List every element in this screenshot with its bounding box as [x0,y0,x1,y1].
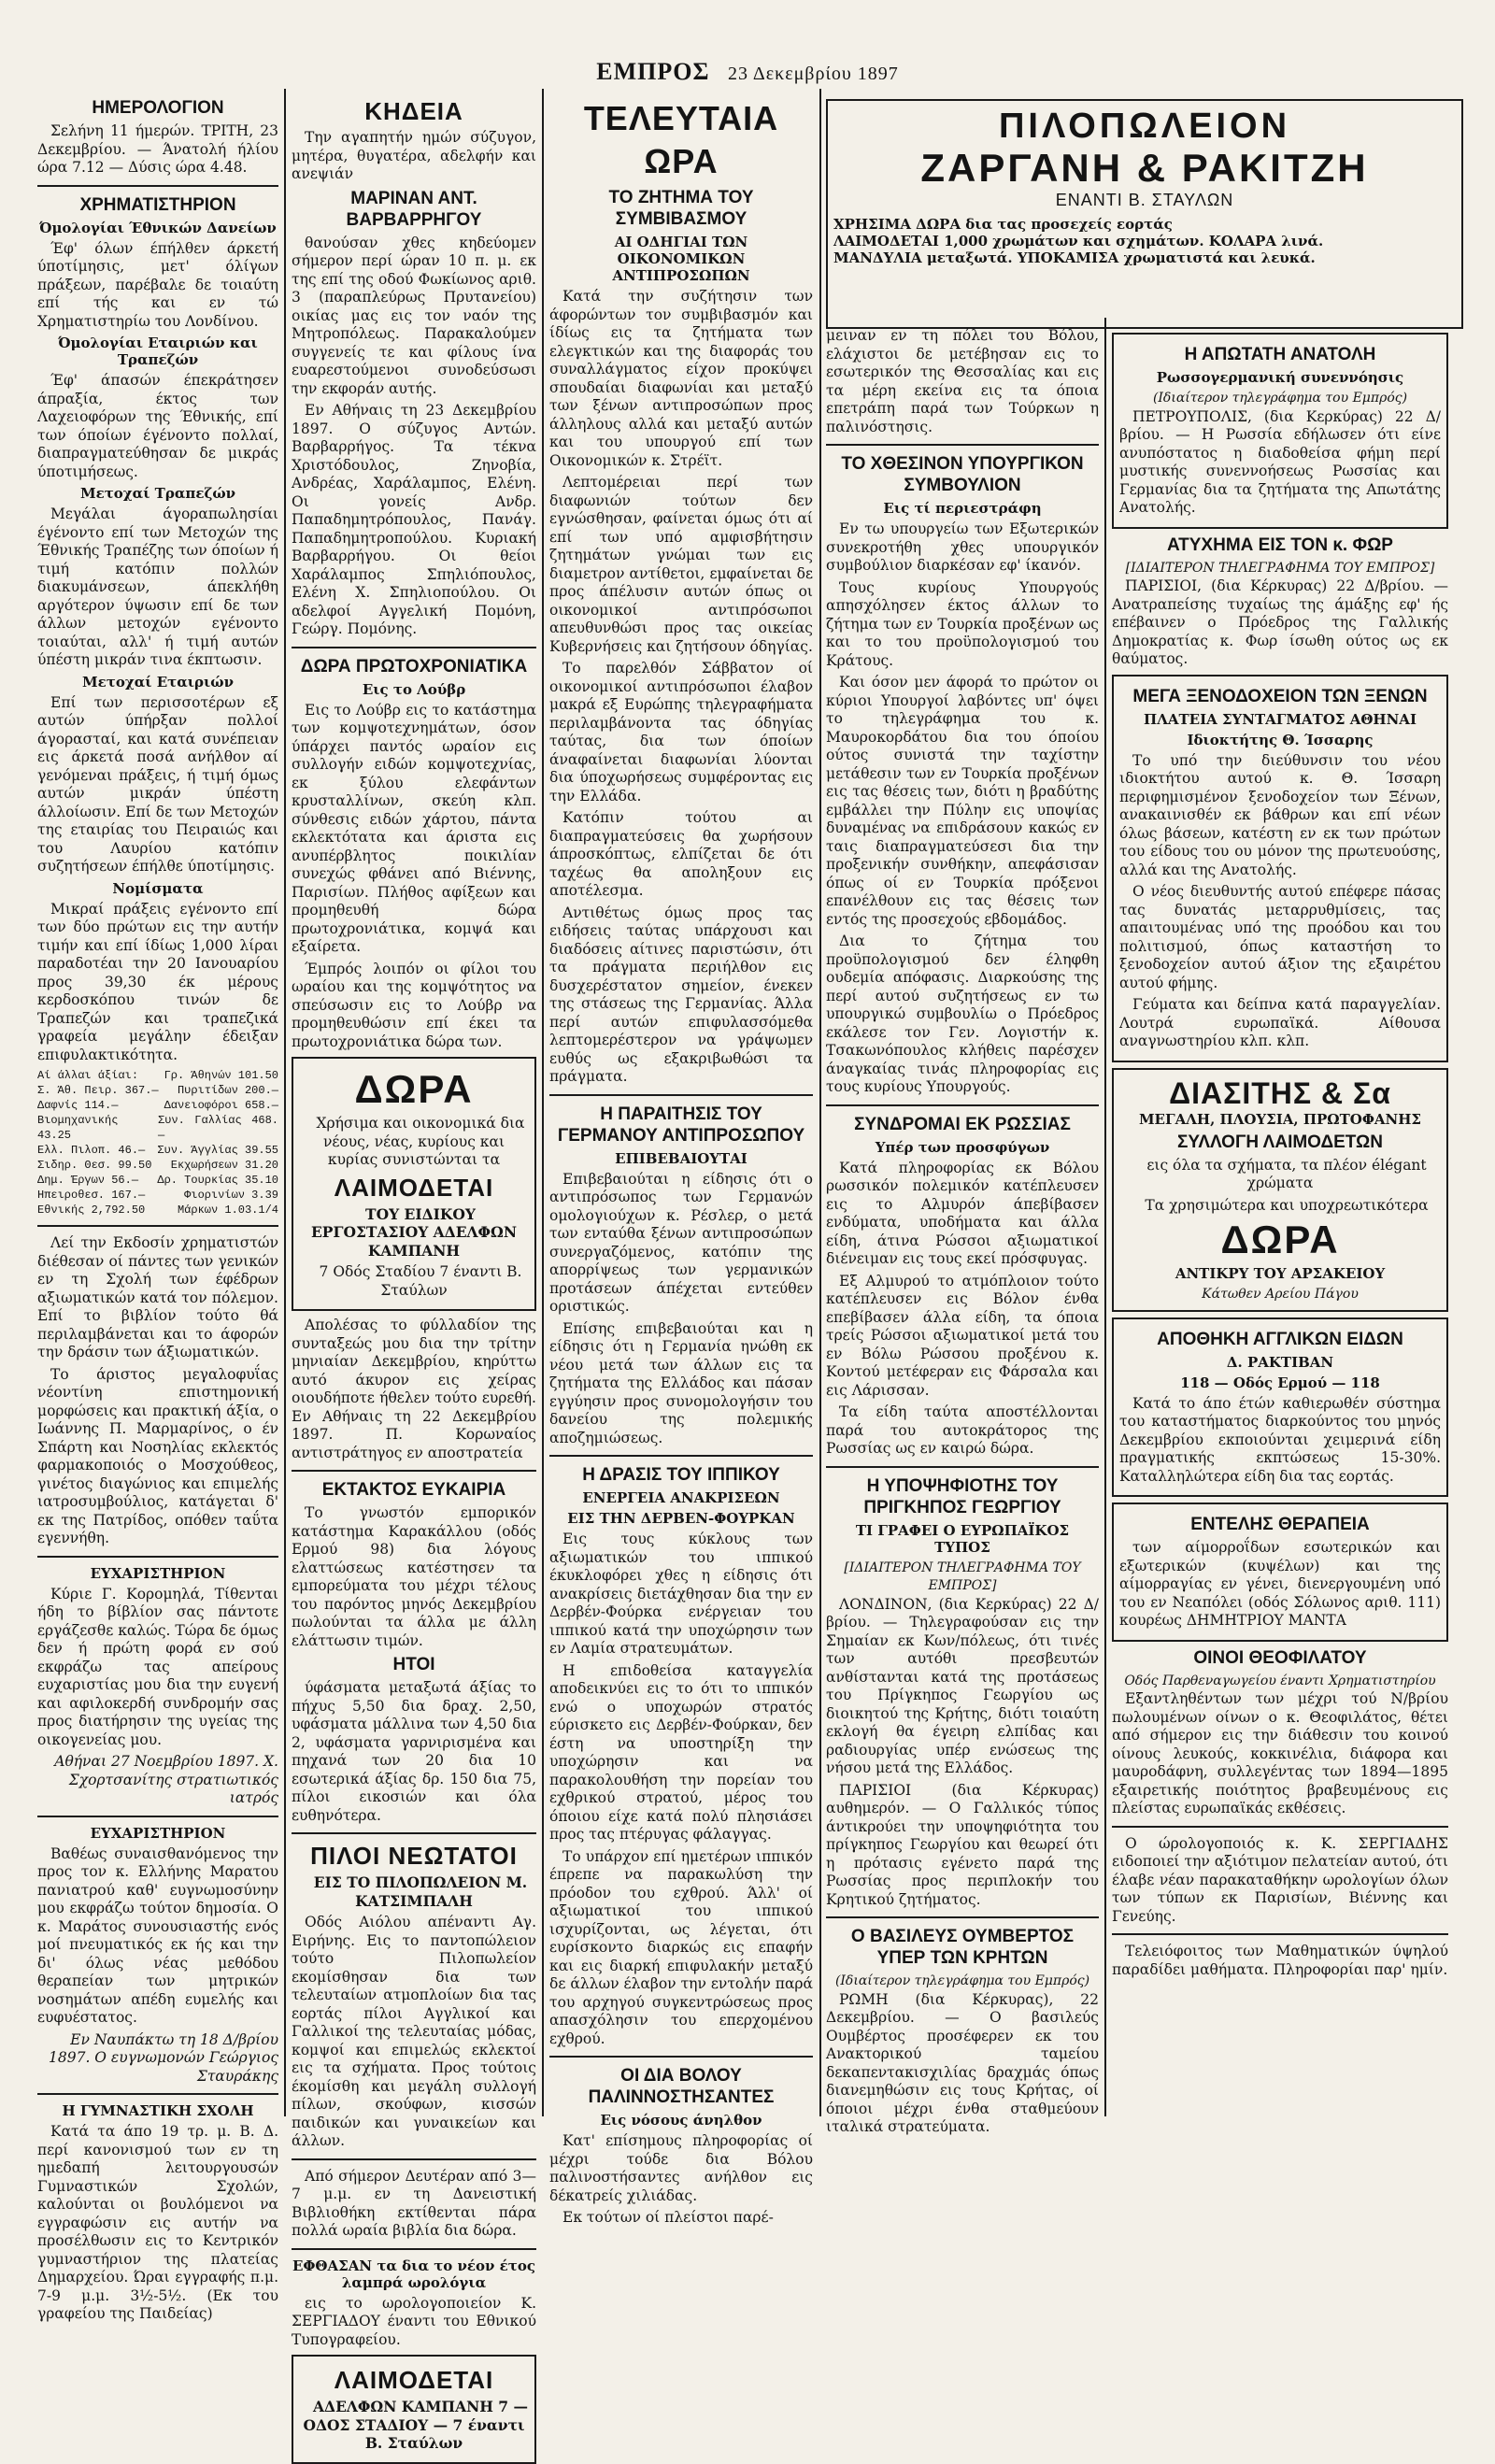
column-rule [284,89,286,2116]
subheading: ΣΥΛΛΟΓΗ ΛΑΙΜΟΔΕΤΩΝ [1177,1132,1383,1152]
deceased-name: ΜΑΡΙΝΑΝ ΑΝΤ. ΒΑΡΒΑΡΡΗΓΟΥ [346,188,482,230]
paragraph: 7 Οδός Σταδίου 7 έναντι Β. Σταύλων [319,1263,522,1299]
paragraph: Έφ' όλων έπήλθεν άρκετή ύποτίμησις, μετ' όλίγων πράξεων, παρέβαλε δε τοιαύτη επί τής και εν τώ Χρηματιστηρίω του Λονδίνου. [37,239,278,330]
divider [826,1104,1099,1106]
advert-heading: ΕΝΤΕΛΗΣ ΘΕΡΑΠΕΙΑ [1190,1515,1370,1534]
divider [826,1916,1099,1918]
paragraph: Μεγάλαι άγοραπωλησίαι έγένοντο επί των Μετοχών της Έθνικής Τραπέζης των όποίων ή τιμή κατόπιν πολλών διακυμάνσεων, άπεκλήθη αργότερον ύψωσιν επί δε των άλλων μετοχών εγένοντο τοιαύται, αλλ' ή τιμή αυτών ύπέστη μικράν τινα έκπτωσιν. [37,506,278,668]
rates-row: Σιδηρ. Θεσ. 99.50 Εκχωρήσεων 31.20 [37,1159,278,1172]
advert-heading: ΔΙΑΣΙΤΗΣ & Σα [1169,1075,1391,1110]
divider [37,1225,278,1227]
advert-heading: ΑΠΟΘΗΚΗ ΑΓΓΛΙΚΩΝ ΕΙΔΩΝ [1157,1329,1403,1349]
paragraph: Η επιδοθείσα καταγγελία αποδεικνύει εις το ότι το ιππικόν ενώ ο υποχωρών στρατός εύρισκετο εις Δερβέν-Φούρκαν, δεν έστη να υποστηρίξη την υποχώρησιν και να παρακολουθήση την πορείαν του εχθρικού στρατού, μέρος του όποιου είχε κατά πολύ πλησιάσει προς τας πτέρυγας φάλαγγας. [549,1661,813,1843]
rates-row: Ηπειροθεσ. 167.— Φιορινίων 3.39 [37,1189,278,1202]
paragraph: Κατά το άπο έτών καθιερωθέν σύστημα του καταστήματος διαρκούντος του μηνός Δεκεμβρίου εκποιούνται χειμερινά είδη πραγματικής εκπτώσεως 15-30%. Καταλληλώτερα είδη δια τας εορτάς. [1119,1394,1441,1485]
subheading: ΕΝΕΡΓΕΙΑ ΑΝΑΚΡΙΣΕΩΝ [582,1489,780,1506]
paragraph: Μικραί πράξεις εγένοντο επί των δύο πρώτων εις την αυτήν τιμήν και επί ίδίως 1,000 λίραι παραδοτέαι την 20 Ιανουαρίου προς 39,30 έκ μέρους κερδοσκόπου τινών δε Τραπεζών και τραπεζικά γραφεία μεγάλην έδειξαν επιφυλακτικότητα. [37,900,278,1063]
paragraph: Λεί την Εκδοσίν χρηματιστών διέθεσαν οί πάντες των γενικών εν τη Σχολή των έφέδρων αξιωματικών κατά τον πόλεμον. Επί το βιβλίον τούτο θά περιλαμβάνεται και το άφορών την δράσιν των άξιωματικών. [37,1234,278,1360]
subheading: Κάτωθεν Αρείου Πάγου [1202,1287,1359,1302]
subheading: [ΙΔΙΑΙΤΕΡΟΝ ΤΗΛΕΓΡΑΦΗΜΑ ΤΟΥ ΕΜΠΡΟΣ] [844,1560,1081,1593]
subheading: Ρωσσογερμανική συνεννόησις [1156,369,1404,386]
divider [292,2158,536,2160]
paragraph: Το υπάρχον επί ημετέρων ιππικόν έπρεπε να παρακωλύση την πρόοδον του εχθρού. Άλλ' οί αξιωματικοί του ιππικού ισχυρίζονται, ως λέγεται, ότι ευρίσκοντο διαρκώς εις επαφήν και εις διαρκή επιφυλακήν μεταξύ δε άλλων έλαβον την εντολήν παρά του αρχηγού συγκεντρώσεως προς απασχόλησιν του επερχομένου εχθρού. [549,1847,813,2047]
paragraph: ΑΔΕΛΦΩΝ ΚΑΜΠΑΝΗ 7 — ΟΔΟΣ ΣΤΑΔΙΟΥ — 7 έναντι Β. Σταύλων [303,2398,528,2452]
column-3 [549,93,813,2226]
rates-row: Ελλ. Πιλοπ. 46.— Συν. Άγγλίας 39.55 [37,1144,278,1157]
paragraph: Το γνωστόν εμπορικόν κατάστημα Καρακάλλου (οδός Ερμού 98) δια λόγους ελαττώσεως κατέστησεν τα εμπορεύματα του μέχρι τέλους του παρόντος μηνός Δεκεμβρίου πωλούνται τα άλλα με άλλη ελάττωσιν τιμών. [292,1504,536,1649]
paragraph: Τα χρησιμώτερα και υποχρεωτικότερα [1145,1196,1429,1214]
divider [292,647,536,648]
shop-line: ΛΑΙΜΟΔΕΤΑΙ 1,000 χρωμάτων και σχημάτων. ΚΟΛΑΡΑ λινά. [833,233,1324,249]
paragraph: Τελειόφοιτος των Μαθηματικών ύψηλού παραδίδει μαθήματα. Πληροφορίαι παρ' ημίν. [1112,1943,1448,1978]
advert-box [292,2355,536,2464]
paragraph: Την αγαπητήν ημών σύζυγον, μητέρα, θυγατέρα, αδελφήν και ανεψιάν [292,129,536,182]
masthead-title: ΕΜΠΡΟΣ [596,58,710,85]
divider [292,2248,536,2250]
section-heading: ΕΥΧΑΡΙΣΤΗΡΙΟΝ [90,1564,226,1582]
paragraph: θανούσαν χθες κηδεύομεν σήμερον περί ώραν 10 π. μ. εκ της επί της οδού Φωκίωνος αριθ. 3 (παραπλεύρως Πρυτανείου) οικίας μας εις τον ναόν της Μητροπόλεως. Παρακαλούμεν συγγενείς τε και φίλους ίνα ευαρεστούμενοι συνοδεύσωσι την εκφοράν αυτής. [292,234,536,397]
paragraph: Επί των περισσοτέρων εξ αυτών ύπήρξαν πολλοί άγορασταί, και κατά συνέπειαν εις άρκετά ποσά ανήλθον αί γενόμεναι πράξεις, ή τιμή όμως αυτών μικράν ύπέστη άλλοίωσιν. Επί δε των Μετοχών της εταιρίας του Πειραιώς και του Λαυρίου κατόπιν συζητήσεων έπήλθε ύποτίμησις. [37,693,278,875]
paragraph: Επίσης επιβεβαιούται και η είδησις ότι η Γερμανία ηνώθη εκ νέου μετά των άλλων εις τα ζητήματα της Ελλάδος και πάσαν εγγύησιν προς συνομολογήσιν του δανείου της πολεμικής αποζημιώσεως. [549,1319,813,1446]
section-heading: Ο ΒΑΣΙΛΕΥΣ ΟΥΜΒΕΡΤΟΣ ΥΠΕΡ ΤΩΝ ΚΡΗΤΩΝ [850,1927,1075,1968]
column-rule [819,89,821,2116]
paragraph: Γεύματα και δείπνα κατά παραγγελίαν. Λουτρά ευρωπαϊκά. Αίθουσα αναγνωστηρίου κλπ. κλπ. [1119,996,1441,1049]
column-rule [542,89,544,2116]
paragraph: Εν τω υπουργείω των Εξωτερικών συνεκροτήθη χθες υπουργικόν συμβούλιον διαρκέσαν εφ' ίκανόν. [826,520,1099,574]
section-heading: Η ΔΡΑΣΙΣ ΤΟΥ ΙΠΠΙΚΟΥ [582,1465,780,1485]
masthead-date: 23 Δεκεμβρίου 1897 [727,64,899,84]
masthead [0,58,1495,86]
rates-row: Σ. Άθ. Πειρ. 367.— Πυριτίδων 200.— [37,1084,278,1097]
paragraph: Κατόπιν τούτου αι διαπραγματεύσεις θα χωρήσουν άπροσκόπτως, ελπίζεται δε ότι ταχέως θα αποληξουν εις αποτέλεσμα. [549,809,813,899]
divider [549,2056,813,2058]
divider [292,1832,536,1834]
subheading: Εις το Λούβρ [362,680,466,698]
subheading: Ιδιοκτήτης Θ. Ίσσαρης [1187,731,1374,748]
paragraph: Εξαντληθέντων των μέχρι τού Ν/βρίου πωλουμένων οίνων ο κ. Θεοφιλάτος, θέτει από σήμερον εις την διάθεσιν του κοινού οίνους λευκούς, κοκκινέλια, διάφορα και μαυροδάφνη, συλλεγέντας των 1894—1895 εξαιρετικής ποιότητος βραβευμένους εις πλείστας ευρωπαϊκάς εκθέσεις. [1112,1690,1448,1816]
advert-box [292,1057,536,1311]
subheading: Νομίσματα [112,879,204,897]
paragraph: Κατ' επίσημους πληροφορίας οί μέχρι τούδε δια Βόλου παλινοστήσαντες ανήλθον εις δέκατρείς χιλιάδας. [549,2132,813,2204]
paragraph: Εκ τούτων οί πλείστοι παρέ- [562,2209,774,2226]
paragraph: ΠΑΡΙΣΙΟΙ (δια Κέρκυρας) αυθημερόν. — Ο Γαλλικός τύπος άντικρούει την υποψηφιότητα του πρίγκηπος Γεωργίου και θεωρεί ότι η πρότασις εγένετο παρά της Ρωσσίας προς περιπλοκήν του Κρητικού ζητήματος. [826,1781,1099,1908]
signature: Αθήναι 27 Νοεμβρίου 1897. Χ. Σχορτσανίτης στρατιωτικός ιατρός [54,1753,278,1806]
subheading: ΤΙ ΓΡΑΦΕΙ Ο ΕΥΡΩΠΑΪΚΟΣ ΤΥΠΟΣ [855,1521,1070,1556]
advert-box [1112,1503,1448,1642]
section-heading: Η ΥΠΟΨΗΦΙΟΤΗΣ ΤΟΥ ΠΡΙΓΚΗΠΟΣ ΓΕΩΡΓΙΟΥ [863,1475,1061,1517]
subheading: Όμολογίαι Εταιριών και Τραπεζών [58,335,258,368]
section-heading: Η ΠΑΡΑΙΤΗΣΙΣ ΤΟΥ ΓΕΡΜΑΝΟΥ ΑΝΤΙΠΡΟΣΩΠΟΥ [557,1104,805,1146]
paragraph: Βαθέως συναισθανόμενος την προς τον κ. Ελλήνης Μαρατου πανιατρού καθ' ευγνωμοσύνην μου εκφράζω τούτον δημοσία. Ο κ. Μαράτος συνουσιαστής ενός μοί πνευματικός εκ ής και την δι' όλως νέας μεθόδου θεραπείαν των μητρικών νοσημάτων απέδη ευμελής και ευφυέστατος. [37,1844,278,2026]
rates-row: Αί άλλαι άξίαι: Γρ. Άθηνών 101.50 [37,1069,278,1082]
paragraph: ύφάσματα μεταξωτά άξίας το πήχυς 5,50 δια δραχ. 2,50, υφάσματα μάλλινα των 4,50 δια 2, υφάσματα γαρνιρισμένα και πηχανά των 20 δια 10 εσωτερικά άξίας δρ. 150 δια 75, πίλοι εικοσιών και όλα ευθηνότερα. [292,1679,536,1824]
signature: Εν Ναυπάκτω τη 18 Δ/βρίου 1897. Ο ευγνωμονών Γεώργιος Σταυράκης [49,2030,278,2085]
section-heading: ΣΥΝΔΡΟΜΑΙ ΕΚ ΡΩΣΣΙΑΣ [854,1114,1071,1134]
rates-row: Βιομηχανικής 43.25 Συν. Γαλλίας 468.— [37,1114,278,1142]
shop-advert [826,99,1463,329]
paragraph: Ο ώρολογοποιός κ. Κ. ΣΕΡΓΙΑΔΗΣ ειδοποιεί την αξιότιμον πελατείαν αυτού, ότι έλαβε νέαν παρακαταθήκην ωρολογίων όλων των τύπων εκ Παρισίων, Βιέννης και Γενεύης. [1112,1834,1448,1925]
section-heading: Η ΓΥΜΝΑΣΤΙΚΗ ΣΧΟΛΗ [62,2102,254,2119]
rates-row: Δαφνίς 114.— Δανειοφόροι 658.— [37,1099,278,1112]
divider [1112,1826,1448,1828]
shop-line: ΧΡΗΣΙΜΑ ΔΩΡΑ δια τας προσεχείς εορτάς [833,216,1173,233]
advert-box [1112,1317,1448,1498]
paragraph: Σελήνη 11 ήμερών. ΤΡΙΤΗ, 23 Δεκεμβρίου. — Άνατολή ήλίου ώρα 7.12 — Δύσις ώρα 4.48. [37,122,278,176]
paragraph: Κατά την συζήτησιν των άφορώντων τον συμβιβασμόν και ίδίως εις τα ζητήματα των ελεγκτικών και της διαφοράς του συναλλάγματος είχον προκύψει σπουδαίαι διαφωνίαι και μεταξύ των ξένων αντιπροσώπων προς άλληλους αλλά και μεταξύ αυτών και του υπουργού επί των Οικονομικών κ. Στρέϊτ. [549,288,813,469]
subheading: Μετοχαί Τραπεζών [79,485,236,502]
paragraph: Τους κυρίους Υπουργούς απησχόλησεν έκτος άλλων το ζήτημα των εν Τουρκία προξένων ως και το του προϋπολογισμού του Κράτους. [826,578,1099,669]
paragraph: Ο νέος διευθυντής αυτού επέφερε πάσας τας δυνατάς μεταρρυθμίσεις, τας απαιτουμένας υπό της προόδου και του πολιτισμού, όπως καταστήση το ξενοδοχείον αυτού άξιον της εξαιρέτου αυτού φήμης. [1119,883,1441,991]
advert-heading: ΔΩΡΑ [1220,1218,1340,1261]
subheading: Υπέρ των προσφύγων [875,1138,1050,1156]
paragraph: Έμπρός λοιπόν οι φίλοι του ωραίου και της κομψότητος να σπεύσωσιν εις το Λούβρ να προμηθευθώσιν επί έκει τα πρωτοχρονιάτικα δώρα των. [292,960,536,1050]
column-2 [292,93,536,2452]
paragraph: ΕΙΣ ΤΟ ΠΙΛΟΠΩΛΕΙΟΝ Μ. ΚΑΤΣΙΜΠΑΛΗ [313,1873,528,1910]
subheading: ΤΟ ΖΗΤΗΜΑ ΤΟΥ ΣΥΜΒΙΒΑΣΜΟΥ [608,188,754,229]
paragraph: εις το ωρολογοποιείον Κ. ΣΕΡΓΙΑΔΟΥ έναντι του Εθνικού Τυπογραφείου. [292,2294,536,2348]
paragraph: των αίμορροΐδων εσωτερικών και εξωτερικών (κυψέλων) και της αίμορραγίας εν γένει, διενεργουμένη υπό του εν Νεαπόλει (οδός Σόλωνος αριθ. 111) κουρέως ΔΗΜΗΤΡΙΟΥ ΜΑΝΤΑ [1119,1539,1441,1629]
advert-box [1112,1068,1448,1312]
news-box [1112,333,1448,529]
divider [37,2093,278,2095]
divider [549,1094,813,1096]
paragraph: Εις το Λούβρ εις το κατάστημα των κομψοτεχνημάτων, όσον ύπάρχει παντός ωραίον εις συλλογήν ειδών κομψοτεχνίας, εκ ξύλου ελεφάντων κρυσταλλίνων, σκεύη κλπ. σύνθεσις ειδών χάρτου, πάντα εκλεκτότατα και άριστα εις ανυπέρβλητος ποικιλίαν συνεχώς φθάνει από Βιέννης, Παρισίων. Πλήθος αφίξεων και προμηθευθή δώρα πρωτοχρονιάτικα, κομψά και εξαίρετα. [292,701,536,955]
paragraph: Χρήσιμα και οικονομικά δια νέους, νέας, κυρίους και κυρίας συνιστώνται τα [316,1115,525,1168]
subheading: [ΙΔΙΑΙΤΕΡΟΝ ΤΗΛΕΓΡΑΦΗΜΑ ΤΟΥ ΕΜΠΡΟΣ] [1125,560,1435,576]
section-heading: Η ΑΠΩΤΑΤΗ ΑΝΑΤΟΛΗ [1184,345,1376,364]
paragraph: ΡΩΜΗ (δια Κέρκυρας), 22 Δεκεμβρίου. — Ο βασιλεύς Ουμβέρτος προσέφερεν εκ του Ανακτορικού ταμείου δεκαπεντακισχιλίας δραχμάς όπως διανεμηθώσιν εις τους Κρήτας, οί όποιοι μέχρι ένθα σταθμεύουν ιταλικά στρατεύματα. [826,1990,1099,2135]
advert-heading: ΛΑΙΜΟΔΕΤΑΙ [334,1173,494,1202]
subheading: ΑΝΤΙΚΡΥ ΤΟΥ ΑΡΣΑΚΕΙΟΥ [1175,1265,1386,1282]
paragraph: ΠΑΡΙΣΙΟΙ, (δια Κέρκυρας) 22 Δ/βρίου. — Ανατραπείσης τυχαίως της άμάξης εφ' ής επέβαινεν ο Πρόεδρος της Γαλλικής Δημοκρατίας κ. Φωρ ίσωθη ούτος ως εκ θαύματος. [1112,577,1448,667]
section-heading: ΕΚΤΑΚΤΟΣ ΕΥΚΑΙΡΙΑ [321,1480,506,1500]
subheading: ΜΕΓΑΛΗ, ΠΛΟΥΣΙΑ, ΠΡΩΤΟΦΑΝΗΣ [1138,1110,1422,1128]
paragraph: Έφ' άπασών έπεκράτησεν άπραξία, έκτος των Λαχειοφόρων της Έθνικής, επί των όποίων έγένοντο πολλαί, διαπραγματεύθησαν δε μικράς ύποτιμήσεως. [37,372,278,480]
subheading: ΗΤΟΙ [392,1655,435,1674]
column-rule [1104,318,1106,2116]
paragraph: Και όσον μεν άφορά το πρώτον οι κύριοι Υπουργοί λαβόντες υπ' όψει το τηλεγράφημα του κ. Μαυροκορδάτου δια του όποίου ούτος συνιστά την ταχίστην μετάθεσιν των εν Τουρκία προξένων εις τας θέσεις των, διότι η βραδύτης εμβάλλει την Πύλην εις υποψίας δυναμένας να επιδράσουν κακώς εν ταις διαπραγματεύσεσι δια την προξενικήν συνθήκην, απεφάσισαν όπως οί εν Τουρκία πρόξενοι επανέλθουν εις τας θέσεις των εντός της προσεχούς εβδομάδος. [826,674,1099,928]
paragraph: Εξ Αλμυρού το ατμόπλοιον τούτο κατέπλευσεν εις Βόλον ένθα επεβίβασεν άλλα είδη, τα όποια τρείς Ρώσσοι αξιωματικοί μετά του εν Βόλω Ρώσσου προξένου κ. Κοντού μετέφεραν εις Φάρσαλα και εις Λάρισσαν. [826,1272,1099,1399]
column-1 [37,93,278,2322]
paragraph: Κύριε Γ. Κορομηλά, Τίθενται ήδη το βίβλίον σας πάντοτε εργάζεσθε καλώς. Τώρα δε όμως δεν ή πρώτη φορά εν σού εκφράζω τας απείρους ευχαριστίας μου δια την ευγενή και αφιλοκερδή συνδρομήν σας προς διατήρησιν της υγείας της οικογενείας μου. [37,1585,278,1748]
paragraph: Επιβεβαιούται η είδησις ότι ο αντιπρόσωπος των Γερμανών ομολογιούχων κ. Ρέσλερ, ο μετά των ενταύθα ξένων αντιπροσώπων συνεργαζόμενος, κατόπιν της απορρίψεως των γερμανικών προτάσεων άπέχεται εντεύθεν οριστικώς. [549,1170,813,1315]
paragraph: ΤΟΥ ΕΙΔΙΚΟΥ ΕΡΓΟΣΤΑΣΙΟΥ ΑΔΕΛΦΩΝ ΚΑΜΠΑΝΗ [310,1204,518,1260]
section-heading: ΔΩΡΑ ΠΡΩΤΟΧΡΟΝΙΑΤΙΚΑ [300,656,528,677]
paragraph: Το υπό την διεύθυνσιν του νέου ιδιοκτήτου αυτού κ. Θ. Ίσσαρη περιφημισμένον ξενοδοχείον των Ξένων, ανακαινισθέν εκ βάθρων και επί νέων όλως βάσεων, κατέστη εν εκ των πρώτων του είδους του ου μόνον της πρωτευούσης, αλλά και της Ανατολής. [1119,751,1441,878]
divider [826,1466,1099,1468]
section-heading: ΑΤΥΧΗΜΑ ΕΙΣ ΤΟΝ κ. ΦΩΡ [1167,534,1393,555]
divider [292,1470,536,1472]
shop-address: ΕΝΑΝΤΙ Β. ΣΤΑΥΛΩΝ [1055,191,1234,209]
paragraph: Λεπτομέρειαι περί των διαφωνιών τούτων δεν εγνώσθησαν, φαίνεται όμως ότι αί επί των υπό αμφισβήτησιν ζητημάτων γνώμαι των εις διαμετρον αντίθετοι, εμφαίνεται δε προς άπέλυσιν αυτών όπως οι οικονομικοί αντιπρόσωποι απευθυνθώσι προς τας οικείας Κυβερνήσεις και ζητήσουν όδηγίας. [549,474,813,655]
column-5 [1112,327,1448,2102]
subheading: Όμολογίαι Έθνικών Δανείων [39,219,277,236]
section-heading: ΤΕΛΕΥΤΑΙΑ ΩΡΑ [583,99,779,180]
subheading: ΕΙΣ ΤΗΝ ΔΕΡΒΕΝ-ΦΟΥΡΚΑΝ [567,1510,795,1527]
shop-title: ΠΙΛΟΠΩΛΕΙΟΝ [998,107,1291,146]
divider [1112,1933,1448,1935]
subheading: Εις νόσους άνηλθον [600,2112,762,2129]
paragraph: Δια το ζήτημα του προϋπολογισμού δεν έληφθη ουδεμία απόφασις. Διαρκούσης της περί αυτού συζητήσεως εν τω υπουργικώ συμβουλίω ο Πρόεδρος εκάλεσε τον Γεν. Λογιστήν κ. Τσακωνόπουλος κλήθεις παρέσχεν άναγκαίας τινάς πληροφορίας εις τους κυρίους Υπουργούς. [826,933,1099,1095]
divider [549,1455,813,1457]
paragraph: Οδός Αιόλου απέναντι Αγ. Ειρήνης. Εις το παντοπώλειον τούτο Πιλοπωλείον εκομίσθησαν δια των τελευταίων ατμοπλοίων δια τας εορτάς πίλοι Αγγλικοί και Γαλλικοί της τελευταίας μόδας, κομψοί και επιμελώς εκλεκτοί εις τα σχήματα. Προς τούτοις έκομίσθη και μεγάλη συλλογή πίλων, σκούφων, κισσών παιδικών και γυναικείων και άλλων. [292,1914,536,2149]
subheading: ΑΙ ΟΔΗΓΙΑΙ ΤΩΝ ΟΙΚΟΝΟΜΙΚΩΝ ΑΝΤΙΠΡΟΣΩΠΩΝ [612,234,750,284]
paragraph: μειναν εν τη πόλει του Βόλου, ελάχιστοι δε μετέβησαν εις το εσωτερικόν της Θεσσαλίας και εις τα μέρη εκείνα εις τα όποια επετράπη παρά των Τούρκων η παλινόστησις. [826,327,1099,435]
paragraph: Το παρελθόν Σάββατον οί οικονομικοί αντιπρόσωποι έλαβον μακρά εξ Ευρώπης τηλεγραφήματα περιλαμβάνοντα τας όδηγίας ταύτας, δια των όποίων άναφαίνεται διαφωνίαι λύονται δια ύποχωρήσεως συμφέροντας εις την Ελλάδα. [549,660,813,805]
paragraph: Εν Αθήναις τη 23 Δεκεμβρίου 1897. Ο σύζυγος Αντών. Βαρβαρρήγος. Τα τέκνα Χριστόδουλος, Ζηνοβία, Ανδρέας, Χαράλαμπος, Ελένη. Οι γονείς Ανδρ. Παπαδημητρόπουλος, Πανάγ. Παπαδημητροπούλου. Κυριακή Βαρβαρρήγου. Οι θείοι Χαράλαμπος Σπηλιόπουλος, Ελένη Χ. Σπηλιοπούλου. Οι αδελφοί Αγγελική Πομόνη, Γεώργ. Πομόνης. [292,402,536,637]
section-heading: ΟΙΝΟΙ ΘΕΟΦΙΛΑΤΟΥ [1193,1647,1367,1668]
section-heading: ΕΥΧΑΡΙΣΤΗΡΙΟΝ [90,1824,226,1842]
paragraph: Αντιθέτως όμως προς τας ειδήσεις ταύτας υπάρχουσι και διαδόσεις αίτινες παριστώσιν, ότι τα πράγματα περιήλθον εις δυσχερέστατον σημείον, ένεκεν της στάσεως της Γερμανίας. Άλλα περί αυτών επιφυλασσόμεθα λεπτομερέστερον να γράψωμεν ευθύς ως εξακριβωθώσι τα πράγματα. [549,904,813,1085]
section-heading: ΚΗΔΕΙΑ [364,97,463,125]
divider [37,1816,278,1817]
advert-heading: ΛΑΙΜΟΔΕΤΑΙ [334,2366,494,2394]
advert-heading: ΔΩΡΑ [354,1067,474,1111]
subheading: Δ. ΡΑΚΤΙΒΑΝ [1226,1353,1334,1371]
advert-heading: ΜΕΓΑ ΞΕΝΟΔΟΧΕΙΟΝ ΤΩΝ ΞΕΝΩΝ [1132,686,1428,706]
divider [37,185,278,187]
subheading: ΕΦΘΑΣΑΝ τα δια το νέον έτος λαμπρά ωρολόγια [292,2257,536,2291]
column-4 [826,327,1099,2135]
shop-name: ΖΑΡΓΑΝΗ & ΡΑΚΙΤΖΗ [920,146,1369,190]
subheading: ΠΛΑΤΕΙΑ ΣΥΝΤΑΓΜΑΤΟΣ ΑΘΗΝΑΙ [1144,710,1417,728]
paragraph: Το άριστος μεγαλοφυΐας νέοντίνη επιστημονική μορφώσεις και πρακτική άξία, ο Ιωάννης Π. Μαρμαρίνος, ο έν Σπάρτη και Νοσηλίας εκλεκτός φαρμακοποιός ο Μοσχούθεος, γινέτος διαγώνιος και επιμελής ιατροσυμβούλιος, κατάγεται δ' εκ της Πατρίδος, οπόθεν ταΰτα εγεννήθη. [37,1365,278,1546]
rates-row: Εθνικής 2,792.50 Μάρκων 1.03.1/4 [37,1204,278,1217]
paragraph: Κατά τα άπο 19 τρ. μ. Β. Δ. περί κανονισμού των εν τη ημεδαπή λειτουργουσών Γυμναστικών Σχολών, καλούνται οι βουλόμενοι να εγγραφώσιν εις αυτήν να προσέλθωσιν εις το Κεντρικόν γυμναστήριον της πλατείας Δημαρχείου. Ώραι εγγραφής π.μ. 7-9 μ.μ. 3½-5½. (Εκ του γραφείου της Παιδείας) [37,2123,278,2322]
subheading: Εις τί περιεστράφη [883,500,1042,517]
subheading: Οδός Παρθεναγωγείου έναντι Χρηματιστηρίου [1124,1673,1436,1688]
subheading: (Ιδιαίτερον τηλεγράφημα του Εμπρός) [1152,391,1408,406]
divider [37,1556,278,1558]
exchange-rates-table [37,1068,278,1218]
section-heading: ΗΜΕΡΟΛΟΓΙΟΝ [92,98,224,118]
section-heading: ΤΟ ΧΘΕΣΙΝΟΝ ΥΠΟΥΡΓΙΚΟΝ ΣΥΜΒΟΥΛΙΟΝ [841,454,1084,495]
rates-row: Δημ. Έργων 56.— Δρ. Τουρκίας 35.10 [37,1174,278,1187]
subheading: Μετοχαί Εταιριών [82,673,234,691]
paragraph: εις όλα τα σχήματα, τα πλέον élégant χρώματα [1146,1156,1427,1191]
paragraph: ΠΕΤΡΟΥΠΟΛΙΣ, (δια Κερκύρας) 22 Δ/βρίου. — Η Ρωσσία εδήλωσεν ότι είνε ανυπόστατος η διαδοθείσα φήμη περί μυστικής συνεννοήσεως Ρωσσίας και Γερμανίας δια τα ζητήματα της Απωτάτης Ανατολής. [1119,407,1441,516]
subheading: 118 — Οδός Ερμού — 118 [1180,1374,1380,1391]
subheading: ΕΠΙΒΕΒΑΙΟΥΤΑΙ [615,1149,748,1167]
paragraph: Εις τους κύκλους των αξιωματικών του ιππικού έκυκλοφόρει χθες η είδησις ότι ανακρίσεις διετάχθησαν δια την εν Δερβέν-Φούρκα ενέργειαν του ιππικού κατά την υποχώρησιν των εν Λαμία στρατευμάτων. [549,1531,813,1657]
section-heading: ΟΙ ΔΙΑ ΒΟΛΟΥ ΠΑΛΙΝΝΟΣΤΗΣΑΝΤΕΣ [588,2066,775,2107]
section-heading: ΠΙΛΟΙ ΝΕΩΤΑΤΟΙ [310,1842,518,1870]
paragraph: Απολέσας το φύλλαδίον της συνταξεώς μου δια την τρίτην μηνιαίαν Δεκεμβρίου, κηρύττω αυτό άκυρον εις χείρας οιουδήποτε ήθελεν τούτο ευρεθή. Εν Αθήναις τη 22 Δεκεμβρίου 1897. Π. Κορωναίος αντιστράτηγος εν αποστρατεία [292,1317,536,1461]
subheading: (Ιδιαίτερον τηλεγράφημα του Εμπρός) [834,1973,1090,1988]
paragraph: Τα είδη ταύτα αποστέλλονται παρά του αυτοκράτορος της Ρωσσίας ως εν καιρώ δώρα. [826,1403,1099,1457]
section-heading: ΧΡΗΜΑΤΙΣΤΗΡΙΟΝ [79,194,236,215]
shop-line: ΜΑΝΔΥΛΙΑ μεταξωτά. ΥΠΟΚΑΜΙΣΑ χρωματιστά και λευκά. [833,249,1316,266]
paragraph: ΛΟΝΔΙΝΟΝ, (δια Κερκύρας) 22 Δ/βρίου. — Τηλεγραφούσαν εις την Σημαίαν εκ Κων/πόλεως, ότι τινές των αυτόθι πρεσβευτών ανθίστανται κατά της προτάσεως του Πρίγκηπος Γεωργίου ως διοικητού της Κρήτης, διότι τοιαύτη εκλογή θα έγειρη ελπίδας και ραδιουργίας υπέρ ενώσεως της νήσου μετά της Ελλάδος. [826,1595,1099,1776]
paragraph: Κατά πληροφορίας εκ Βόλου ρωσσικόν πολεμικόν κατέπλευσεν εις το Αλμυρόν άπεβίβασεν ενδύματα, υποδήματα και άλλα είδη, άτινα Ρώσσοι αξιωματικοί διένειμαν εις τους εκεί πρόσφυγας. [826,1159,1099,1267]
divider [826,444,1099,446]
advert-box [1112,675,1448,1062]
paragraph: Από σήμερον Δευτέραν από 3—7 μ.μ. εν τη Δανειστική Βιβλιοθήκη εκτίθενται πάρα πολλά ωραία βιβλία δια δώρα. [292,2167,536,2239]
